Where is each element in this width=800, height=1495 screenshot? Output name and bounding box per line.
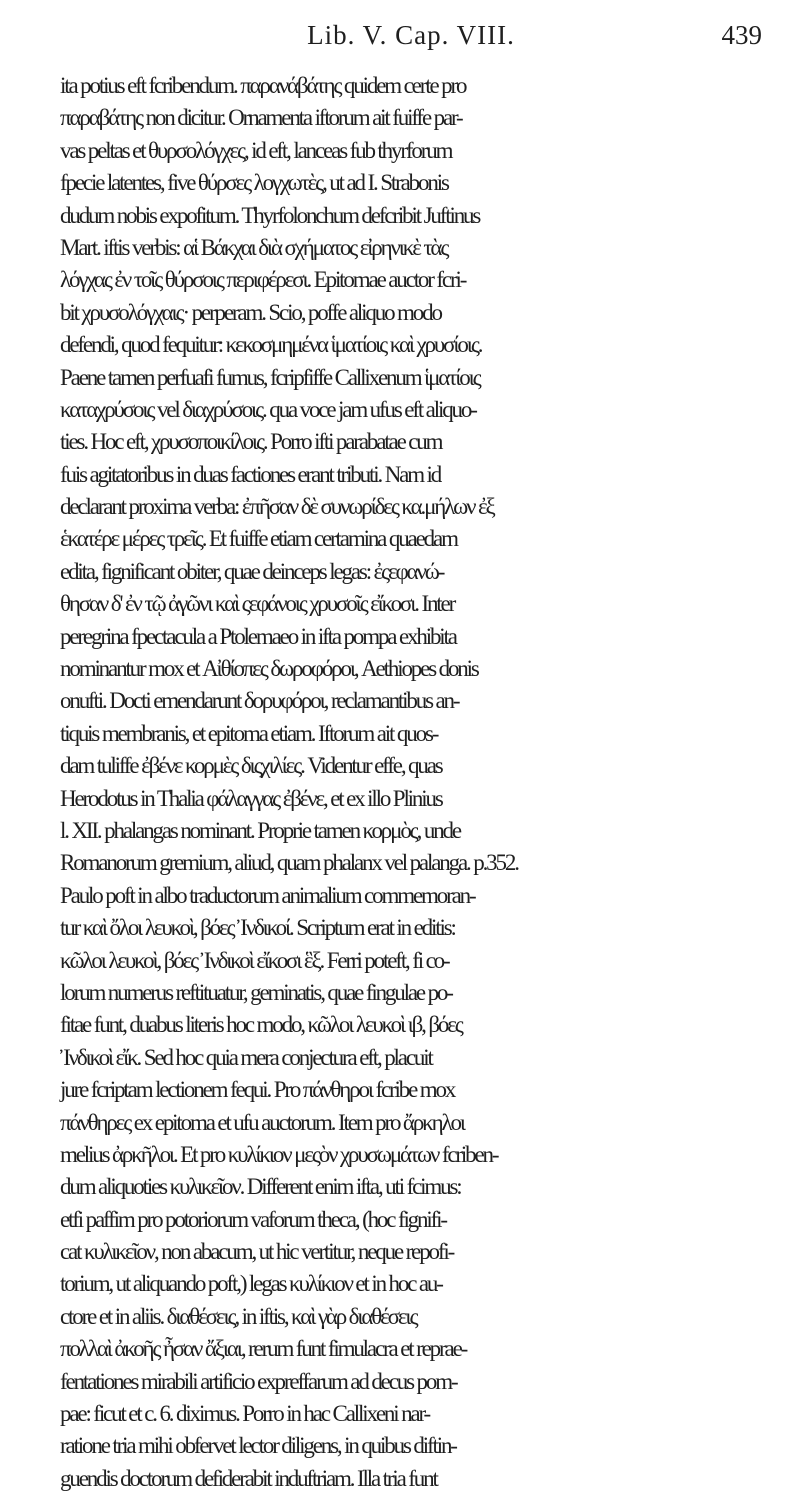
- text-line: ties. Hoc eft, χρυσοποικίλοις. Porro ifti parabatae cum: [60, 429, 442, 455]
- text-line: κῶλοι λευκοὶ, βόες Ἰνδικοὶ εἴκοσι ἓξ. Ferri poteft, fi co-: [60, 947, 449, 973]
- text-line: tur καὶ ὄλοι λευκοὶ, βόες Ἰνδικοί. Scriptum erat in editis:: [60, 915, 455, 941]
- text-line: fpecie latentes, five θύρσες λογχωτὲς, ut ad I. Strabonis: [60, 170, 448, 196]
- text-line: edita, fignificant obiter, quae deinceps legas: ἐςεφανώ-: [60, 558, 444, 584]
- text-line: πάνθηρες ex epitoma et ufu auctorum. Item pro ἄρκηλοι: [60, 1109, 464, 1135]
- text-line: Paene tamen perfuafi fumus, fcripfiffe Callixenum ἱματίοις: [60, 364, 480, 390]
- page-header: [60, 14, 762, 64]
- text-line: nominantur mox et Αἰθίοπες δωροφόροι, Aethiopes donis: [60, 656, 478, 682]
- text-line: dudum nobis expofitum. Thyrfolonchum defcribit Juftinus: [60, 202, 480, 228]
- text-line: defendi, quod fequitur: κεκοσμημένα ἱματίοις καὶ χρυσίοις.: [60, 332, 482, 358]
- text-line: guendis doctorum defiderabit induftriam. Illa tria funt: [60, 1465, 437, 1491]
- text-line: ita potius eft fcribendum. παρανάβάτης quidem certe pro: [60, 73, 466, 98]
- text-line: dam tuliffe ἐβένε κορμὲς διςχιλίες. Videntur effe, quas: [60, 753, 442, 779]
- text-line: lorum numerus reftituatur, geminatis, quae fingulae po-: [60, 979, 452, 1005]
- text-line: dum aliquoties κυλικεῖον. Different enim ifta, uti fcimus:: [60, 1174, 461, 1200]
- text-line: jure fcriptam lectionem fequi. Pro πάνθηροι fcribe mox: [60, 1077, 455, 1103]
- text-line: pae: ficut et c. 6. diximus. Porro in hac Callixeni nar-: [60, 1401, 430, 1427]
- text-line: declarant proxima verba: ἐπῆσαν δὲ συνωρίδες κα.μήλων ἐξ: [60, 494, 494, 520]
- text-line: melius ἀρκῆλοι. Et pro κυλίκιον μεςὸν χρυσωμάτων fcriben-: [60, 1141, 498, 1167]
- text-line: fentationes mirabili artificio expreffarum ad decus pom-: [60, 1368, 457, 1394]
- text-line: etfi paffim pro potoriorum vaforum theca, (hoc fignifi-: [60, 1206, 446, 1232]
- text-line: l. XII. phalangas nominant. Proprie tamen κορμὸς, unde: [60, 817, 460, 843]
- text-line: fitae funt, duabus literis hoc modo, κῶλοι λευκοὶ ιβ, βόες: [60, 1012, 462, 1038]
- text-line: θησαν δ' ἐν τῷ ἀγῶνι καὶ ςεφάνοις χρυσοῖς εἴκοσι. Inter: [60, 591, 455, 617]
- text-line: Paulo poft in albo traductorum animalium commemoran-: [60, 882, 475, 908]
- text-line: ἑκατέρε μέρες τρεῖς. Et fuiffe etiam certamina quaedam: [60, 526, 457, 552]
- running-head: Lib. V. Cap. VIII.: [307, 20, 515, 50]
- text-line: fuis agitatoribus in duas factiones erant tributi. Nam id: [60, 461, 441, 487]
- text-line: Ἰνδικοὶ εἴκ. Sed hoc quia mera conjectura eft, placuit: [60, 1044, 432, 1070]
- text-line: ratione tria mihi obfervet lector diligens, in quibus diftin-: [60, 1433, 456, 1459]
- text-line: Mart. iftis verbis: αἱ Βάκχαι διὰ σχήματος εἰρηνικὲ τὰς: [60, 234, 448, 260]
- text-line: παραβάτης non dicitur. Ornamenta iftorum ait fuiffe par-: [60, 105, 462, 131]
- text-line: πολλαὶ ἀκοῆς ἦσαν ἄξιαι, rerum funt fimulacra et reprae-: [60, 1336, 467, 1362]
- text-line: Herodotus in Thalia φάλαγγας ἐβένε, et ex illo Plinius: [60, 785, 442, 811]
- text-line: Romanorum gremium, aliud, quam phalanx vel palanga. p.352.: [60, 850, 518, 876]
- text-line: tiquis membranis, et epitoma etiam. Iftorum ait quos-: [60, 720, 438, 746]
- text-line: torium, ut aliquando poft,) legas κυλίκιον et in hoc au-: [60, 1271, 442, 1297]
- text-line: καταχρύσοις vel διαχρύσοις. qua voce jam ufus eft aliquo-: [60, 396, 476, 422]
- text-line: ctore et in aliis. διαθέσεις, in iftis, καὶ γὰρ διαθέσεις: [60, 1303, 417, 1329]
- page-number: 439: [721, 20, 762, 50]
- text-line: vas peltas et θυρσολόγχες, id eft, lanceas fub thyrforum: [60, 137, 452, 163]
- text-line: peregrina fpectacula a Ptolemaeo in ifta pompa exhibita: [60, 623, 456, 649]
- text-line: onufti. Docti emendarunt δορυφόροι, reclamantibus an-: [60, 688, 459, 714]
- text-line: bit χρυσολόγχαις· perperam. Scio, poffe aliquo modo: [60, 299, 441, 325]
- text-line: λόγχας ἐν τοῖς θύρσοις περιφέρεσι. Epitomae auctor fcri-: [60, 267, 466, 293]
- body-text: [60, 70, 800, 1495]
- text-line: cat κυλικεῖον, non abacum, ut hic vertitur, neque repofi-: [60, 1239, 454, 1265]
